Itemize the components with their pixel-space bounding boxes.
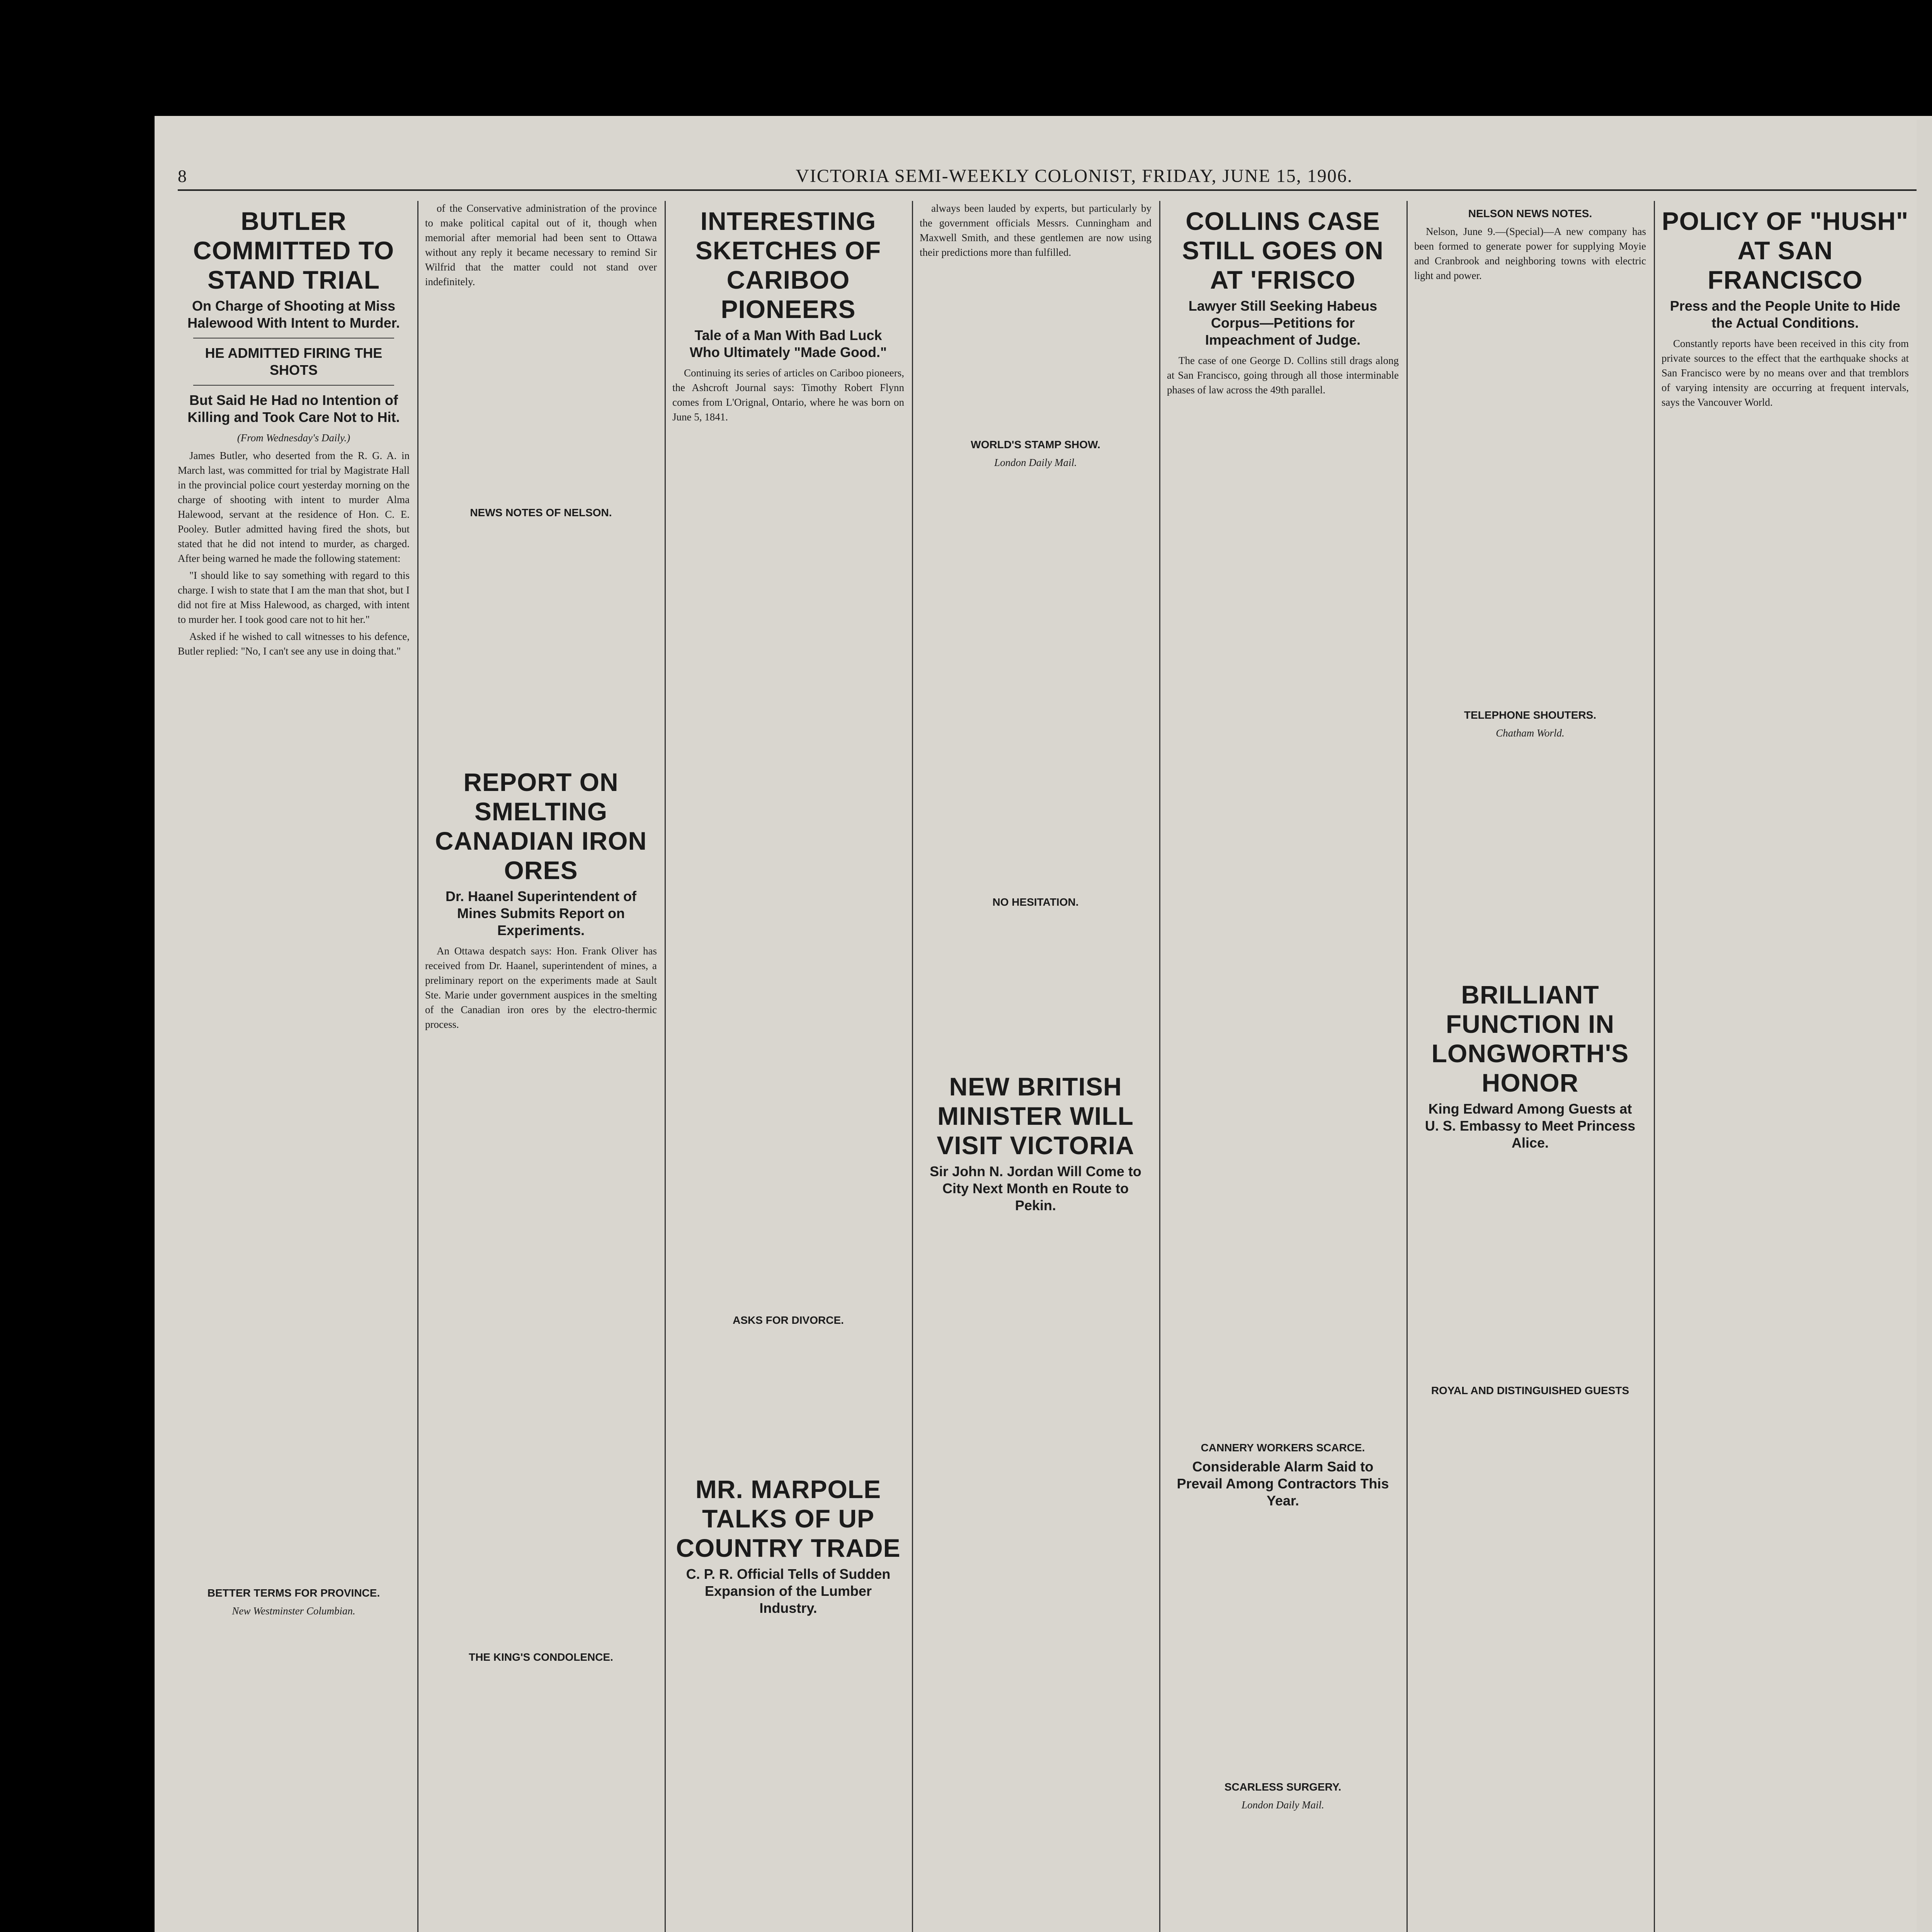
- deck-butler-2: HE ADMITTED FIRING THE SHOTS: [205, 345, 383, 378]
- subhead-cannery: CANNERY WORKERS SCARCE.: [1201, 1442, 1365, 1454]
- column-6: [1414, 201, 1646, 1932]
- column-rule: [1654, 201, 1655, 1932]
- column-2: [425, 201, 657, 1932]
- article-paragraph: always been lauded by experts, but particularly by the government officials Messrs. Cunningham and Maxwell Smith, and these gentlemen are now using their predictions more than fulfilled.: [920, 202, 1151, 258]
- article-source: London Daily Mail.: [1242, 1799, 1324, 1811]
- column-rule: [912, 201, 913, 1932]
- deck-cannery: Considerable Alarm Said to Prevail Among Contractors This Year.: [1177, 1459, 1389, 1509]
- headline-marpole: MR. MARPOLE TALKS OF UP COUNTRY TRADE: [676, 1475, 901, 1562]
- headline-cariboo: INTERESTING SKETCHES OF CARIBOO PIONEERS: [695, 207, 881, 323]
- subhead-nelson-news: NELSON NEWS NOTES.: [1468, 207, 1592, 219]
- subhead-kings-condolence: THE KING'S CONDOLENCE.: [469, 1651, 613, 1663]
- column-1: [178, 201, 410, 1932]
- subhead-telephone: TELEPHONE SHOUTERS.: [1464, 709, 1597, 721]
- deck-smelting: Dr. Haanel Superintendent of Mines Submits Report on Experiments.: [445, 888, 637, 938]
- article-paragraph: Continuing its series of articles on Cariboo pioneers, the Ashcroft Journal says: Timothy Robert Flynn comes from L'Orignal, Ontario, where he was born on June 5, 1841.: [672, 367, 904, 423]
- masthead: [178, 162, 1924, 191]
- page-number: 8: [178, 166, 187, 186]
- column-rule: [665, 201, 666, 1932]
- subhead-royal-guests: ROYAL AND DISTINGUISHED GUESTS: [1431, 1384, 1629, 1396]
- newspaper-page: [155, 116, 1932, 1932]
- column-rule: [1159, 201, 1160, 1932]
- deck-british-minister: Sir John N. Jordan Will Come to City Next Month en Route to Pekin.: [930, 1163, 1141, 1213]
- deck-cariboo: Tale of a Man With Bad Luck Who Ultimately "Made Good.": [689, 327, 887, 360]
- article-source: London Daily Mail.: [994, 457, 1077, 468]
- article-paragraph: An Ottawa despatch says: Hon. Frank Oliver has received from Dr. Haanel, superintendent of mines, a preliminary report on the experiments made at Sault Ste. Marie under government auspices in the smelting of the Canadian iron ores by the electro-thermic process.: [425, 945, 657, 1030]
- article-paragraph: Nelson, June 9.—(Special)—A new company has been formed to generate power for supplying Moyie and Cranbrook and neighboring towns with electric light and power.: [1414, 226, 1646, 281]
- article-paragraph: Constantly reports have been received in this city from private sources to the effect that the earthquake shocks at San Francisco were by no means over and that tremblors of varying intensity are occurring at frequent intervals, says the Vancouver World.: [1662, 338, 1909, 408]
- headline-smelting: REPORT ON SMELTING CANADIAN IRON ORES: [435, 768, 647, 884]
- column-4: [920, 201, 1151, 1932]
- deck-longworth: King Edward Among Guests at U. S. Embassy to Meet Princess Alice.: [1425, 1101, 1636, 1151]
- deck-hush: Press and the People Unite to Hide the Actual Conditions.: [1670, 298, 1901, 331]
- column-5: [1167, 201, 1399, 1932]
- article-source: Chatham World.: [1496, 727, 1565, 739]
- deck-marpole: C. P. R. Official Tells of Sudden Expansion of the Lumber Industry.: [686, 1566, 891, 1616]
- headline-longworth: BRILLIANT FUNCTION IN LONGWORTH'S HONOR: [1431, 980, 1629, 1097]
- adjacent-page-strip: [1917, 120, 1932, 1932]
- headline-hush: POLICY OF "HUSH" AT SAN FRANCISCO: [1662, 207, 1909, 294]
- column-7: [1662, 201, 1909, 1932]
- subhead-scarless: SCARLESS SURGERY.: [1224, 1781, 1342, 1793]
- column-3: [672, 201, 904, 1932]
- deck-butler-1: On Charge of Shooting at Miss Halewood With Intent to Murder.: [187, 298, 400, 331]
- subhead-nelson-notes: NEWS NOTES OF NELSON.: [470, 507, 612, 519]
- subhead-stamp-show: WORLD'S STAMP SHOW.: [971, 439, 1100, 451]
- subhead-divorce: ASKS FOR DIVORCE.: [733, 1314, 844, 1326]
- article-paragraph: The case of one George D. Collins still drags along at San Francisco, going through all those interminable phases of law across the 49th parallel.: [1167, 355, 1399, 396]
- subhead-no-hesitation: NO HESITATION.: [992, 896, 1079, 908]
- article-paragraph: "I should like to say something with regard to this charge. I wish to state that I am the man that shot, but I did not fire at Miss Halewood, as charged, with intent to murder her. I took good care not to hit her.": [178, 570, 410, 625]
- subhead-better-terms: BETTER TERMS FOR PROVINCE.: [207, 1587, 380, 1599]
- deck-butler-3: But Said He Had no Intention of Killing and Took Care Not to Hit.: [187, 392, 400, 425]
- headline-british-minister: NEW BRITISH MINISTER WILL VISIT VICTORIA: [937, 1072, 1134, 1160]
- article-source: New Westminster Columbian.: [232, 1605, 355, 1617]
- article-paragraph: Asked if he wished to call witnesses to his defence, Butler replied: "No, I can't see any use in doing that.": [178, 631, 410, 657]
- column-rule: [417, 201, 418, 1932]
- article-paragraph: James Butler, who deserted from the R. G. A. in March last, was committed for trial by Magistrate Hall in the provincial police court yesterday morning on the charge of shooting with intent to murder Alma Halewood, servant at the residence of Hon. C. E. Pooley. Butler admitted having fired the shots, but stated that he did not intend to murder, as charged. After being warned he made the following statement:: [178, 450, 410, 564]
- headline-collins: COLLINS CASE STILL GOES ON AT 'FRISCO: [1182, 207, 1384, 294]
- masthead-title: VICTORIA SEMI-WEEKLY COLONIST, FRIDAY, JUNE 15, 1906.: [796, 165, 1353, 186]
- column-rule: [1406, 201, 1408, 1932]
- deck-collins: Lawyer Still Seeking Habeus Corpus—Petitions for Impeachment of Judge.: [1188, 298, 1378, 348]
- article-paragraph: of the Conservative administration of the province to make political capital out of it, though when memorial after memorial had been sent to Ottawa without any reply it became necessary to remind Sir Wilfrid that the matter could not stand over indefinitely.: [425, 202, 657, 287]
- article-source: (From Wednesday's Daily.): [237, 432, 350, 444]
- headline-butler: BUTLER COMMITTED TO STAND TRIAL: [193, 207, 395, 294]
